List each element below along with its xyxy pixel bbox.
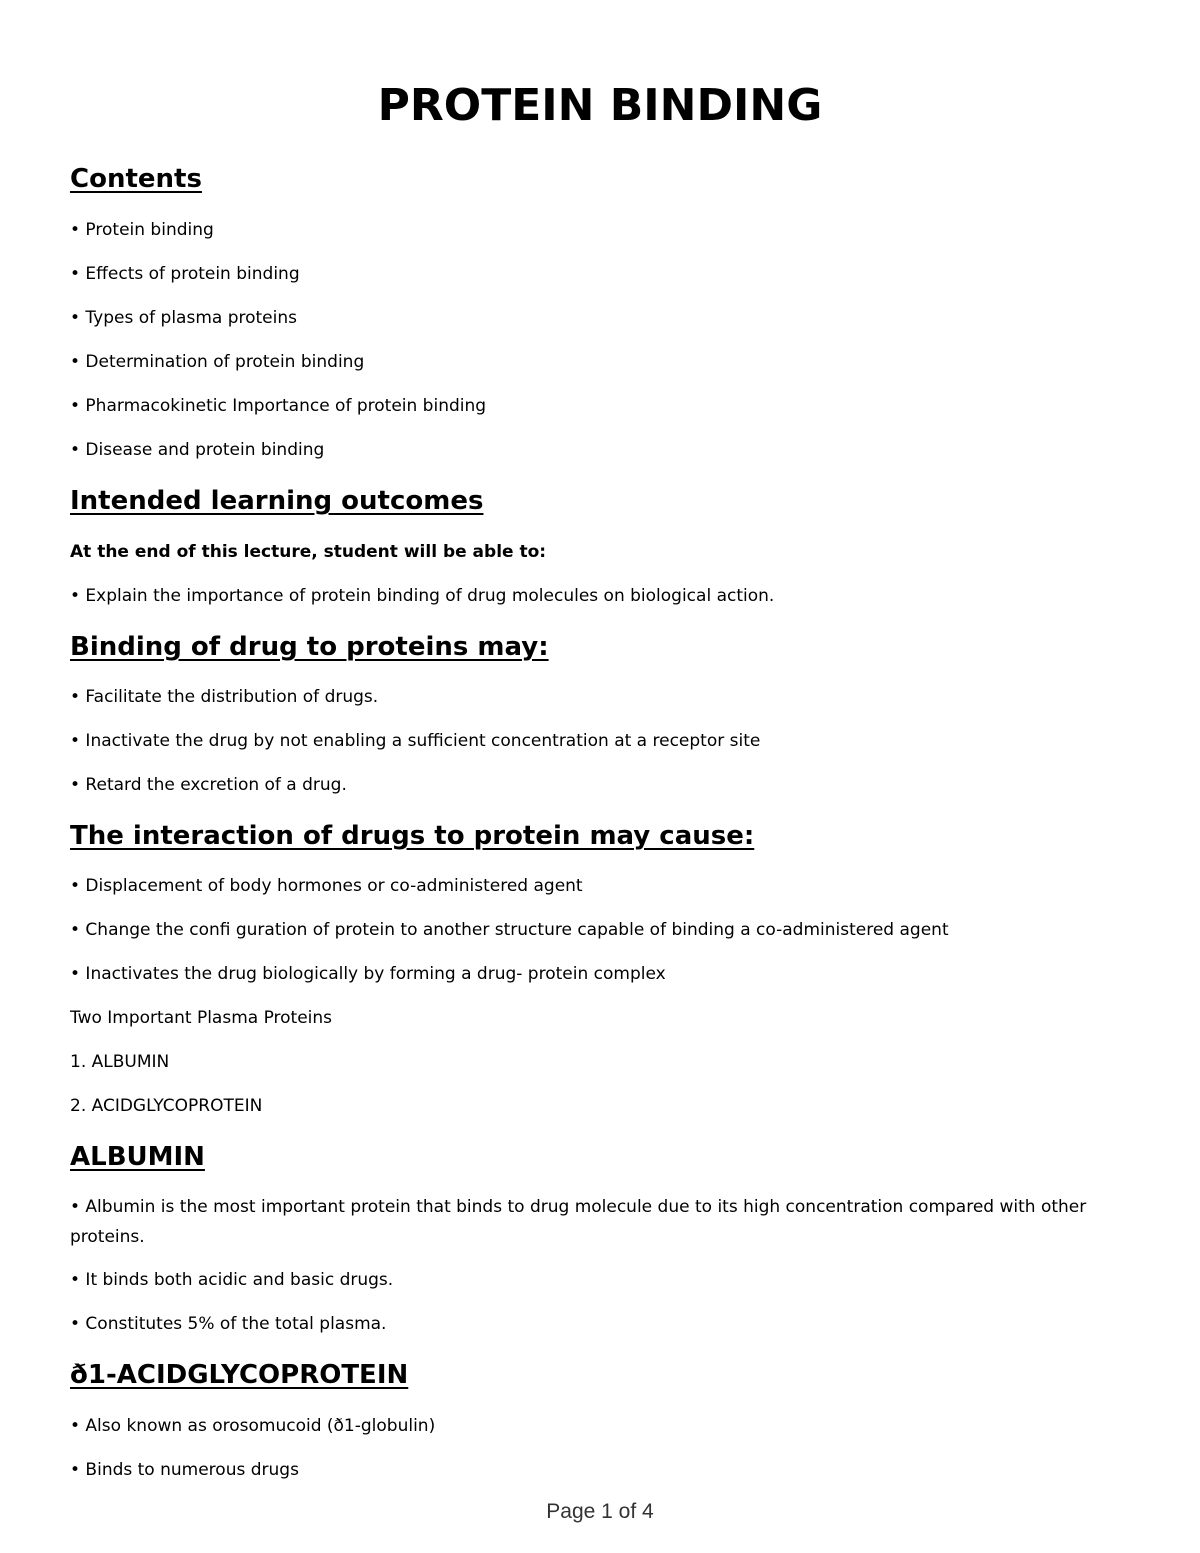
albumin-item: • Albumin is the most important protein that binds to drug molecule due to its high concentration compared with other proteins. xyxy=(70,1197,1087,1247)
interaction-item: • Change the confi guration of protein to another structure capable of binding a co-administered agent xyxy=(70,920,949,940)
page-title: PROTEIN BINDING xyxy=(377,80,823,131)
outcomes-item: • Explain the importance of protein binding of drug molecules on biological action. xyxy=(70,586,775,606)
plasma-item: 2. ACIDGLYCOPROTEIN xyxy=(70,1096,263,1116)
interaction-heading: The interaction of drugs to protein may cause: xyxy=(70,821,755,851)
albumin-heading: ALBUMIN xyxy=(70,1142,205,1172)
interaction-item: • Inactivates the drug biologically by forming a drug- protein complex xyxy=(70,964,666,984)
interaction-item: • Displacement of body hormones or co-administered agent xyxy=(70,876,583,896)
outcomes-heading: Intended learning outcomes xyxy=(70,486,484,516)
contents-item: • Effects of protein binding xyxy=(70,264,300,284)
contents-item: • Determination of protein binding xyxy=(70,352,365,372)
albumin-item: • Constitutes 5% of the total plasma. xyxy=(70,1314,387,1334)
plasma-item: 1. ALBUMIN xyxy=(70,1052,170,1072)
contents-item: • Protein binding xyxy=(70,220,214,240)
albumin-item: • It binds both acidic and basic drugs. xyxy=(70,1270,394,1290)
outcomes-intro: At the end of this lecture, student will be able to: xyxy=(70,542,547,562)
binding-item: • Facilitate the distribution of drugs. xyxy=(70,687,379,707)
contents-heading: Contents xyxy=(70,164,202,194)
contents-item: • Disease and protein binding xyxy=(70,440,325,460)
page-number: Page 1 of 4 xyxy=(546,1500,654,1523)
acid-item: • Binds to numerous drugs xyxy=(70,1460,299,1480)
binding-item: • Retard the excretion of a drug. xyxy=(70,775,347,795)
contents-item: • Types of plasma proteins xyxy=(70,308,297,328)
binding-item: • Inactivate the drug by not enabling a sufficient concentration at a receptor site xyxy=(70,731,761,751)
plasma-intro: Two Important Plasma Proteins xyxy=(70,1008,333,1028)
acid-item: • Also known as orosomucoid (ð1-globulin) xyxy=(70,1416,436,1436)
acid-heading: ð1-ACIDGLYCOPROTEIN xyxy=(70,1360,409,1390)
contents-item: • Pharmacokinetic Importance of protein binding xyxy=(70,396,487,416)
binding-heading: Binding of drug to proteins may: xyxy=(70,632,549,662)
